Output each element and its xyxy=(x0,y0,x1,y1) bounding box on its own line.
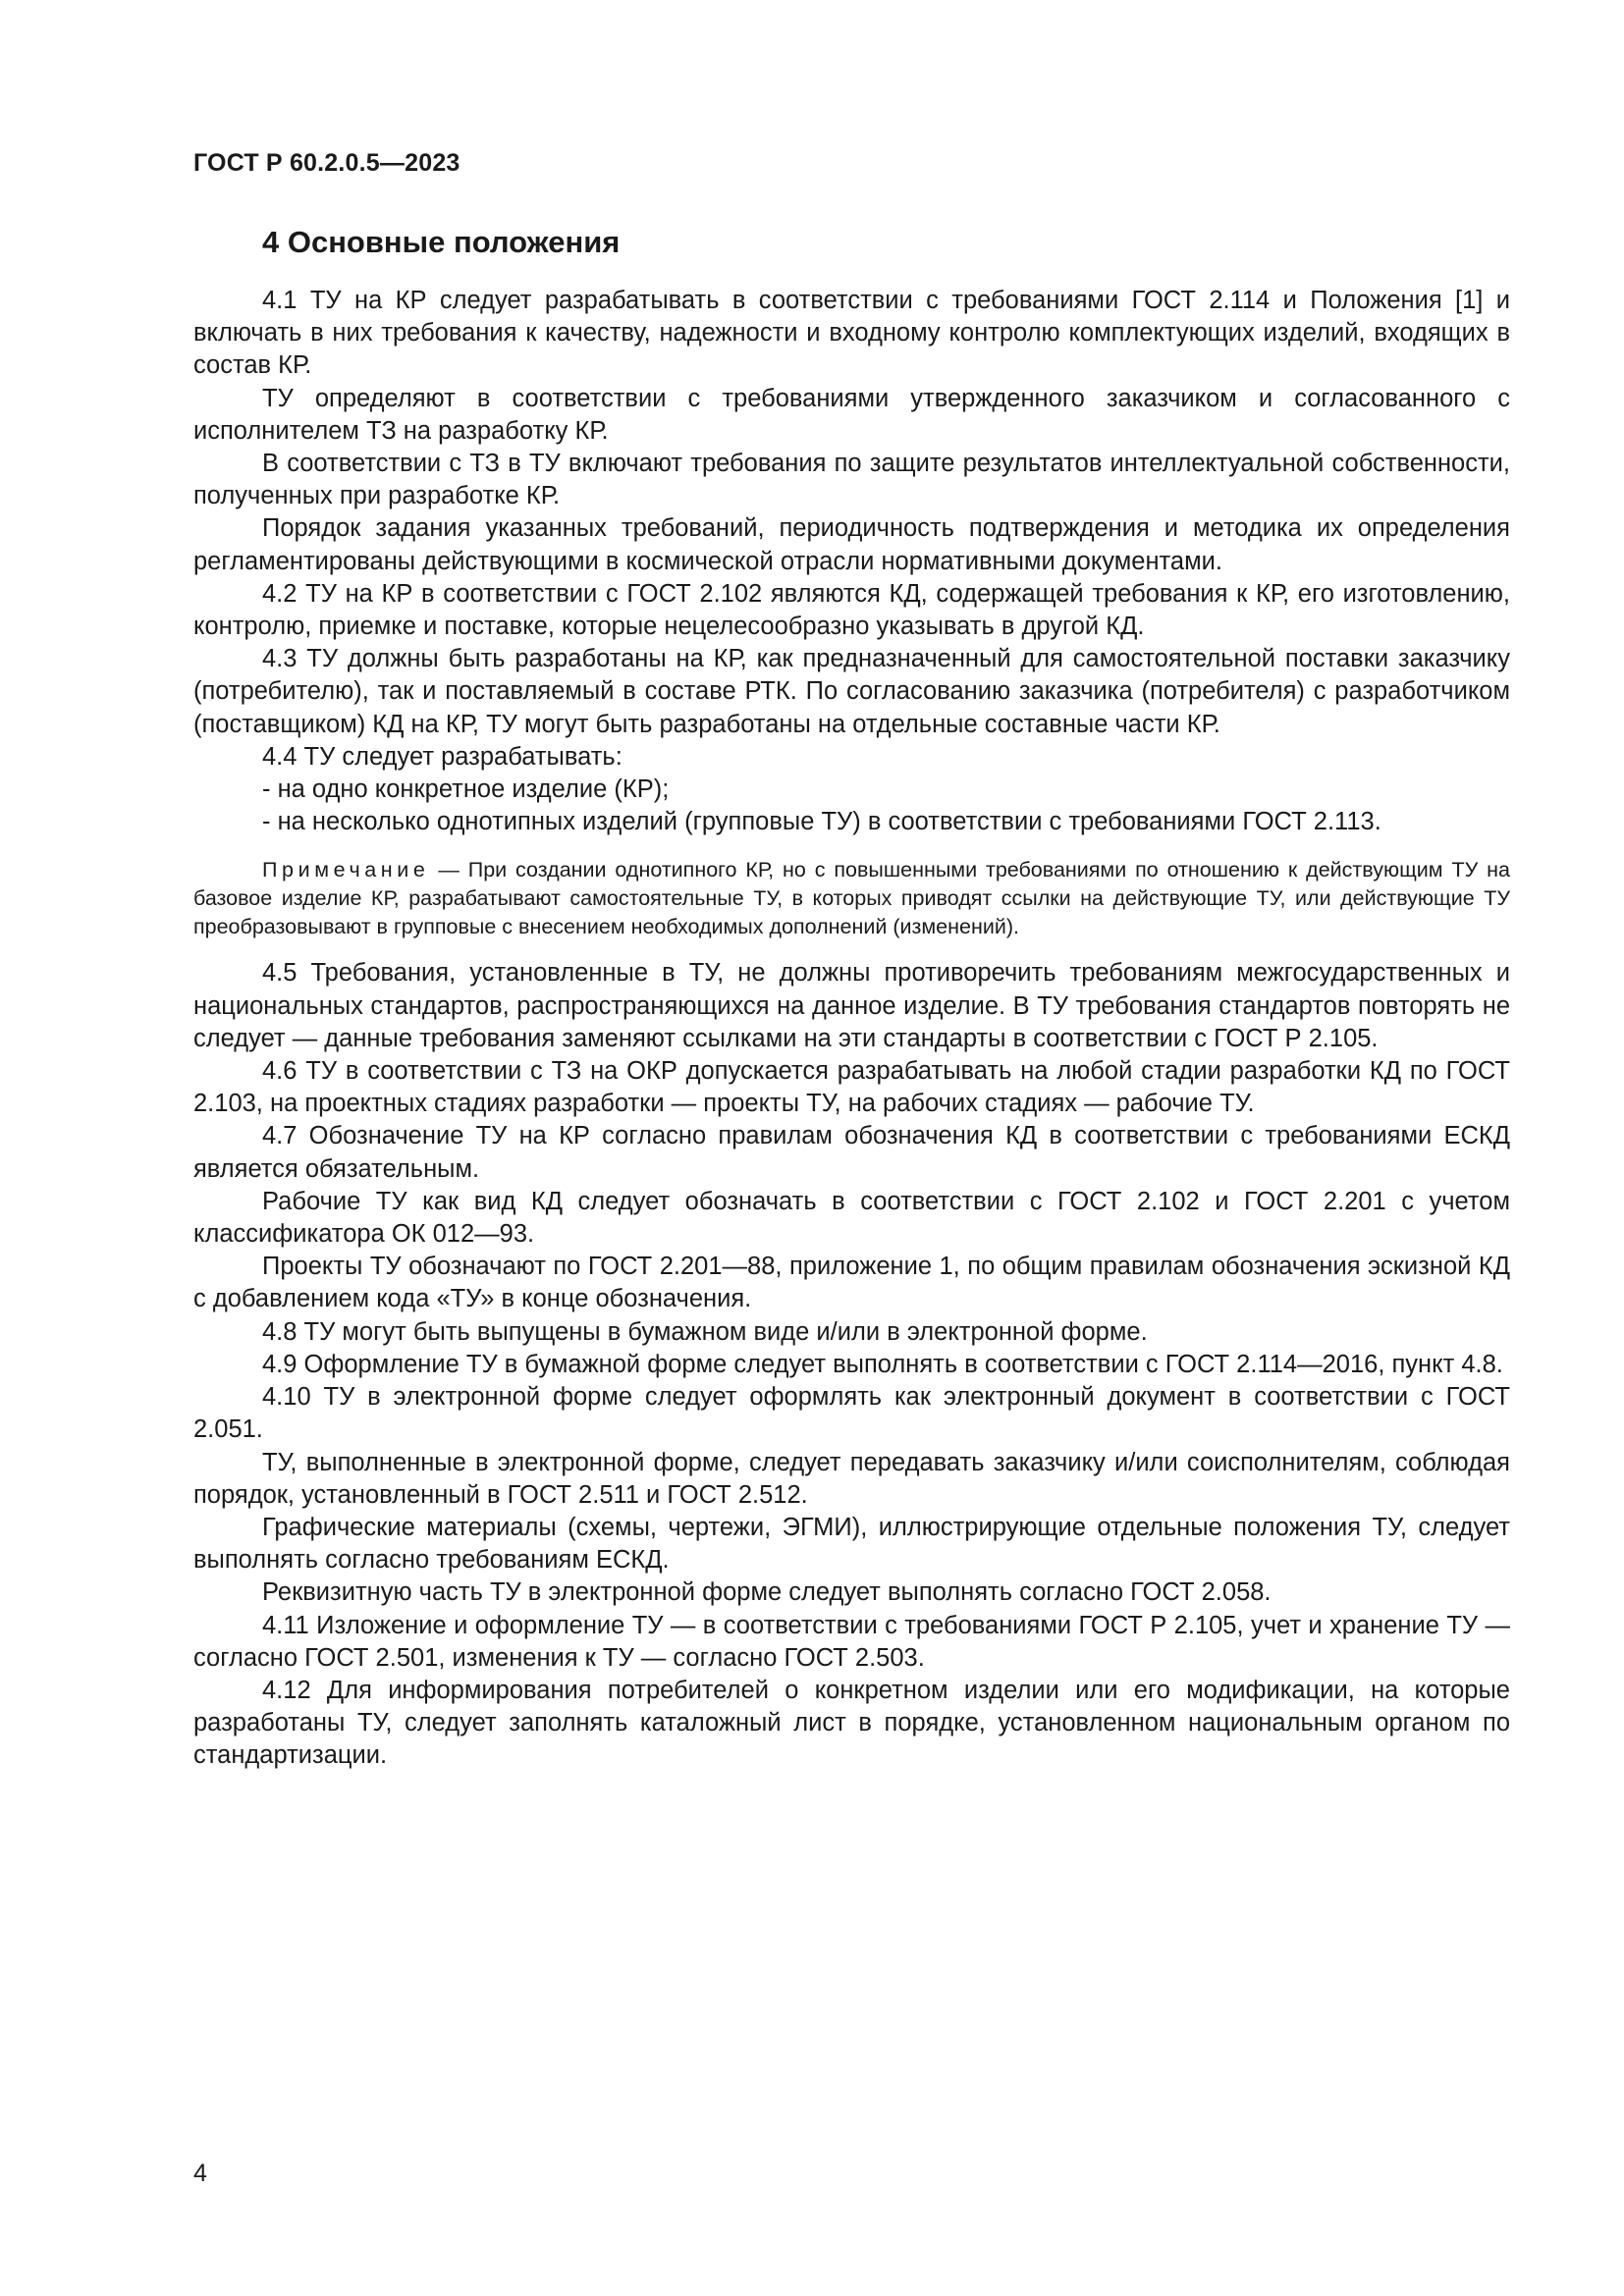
note-text: — При создании однотипного КР, но с повышенными требованиями по отношению к действующим ТУ на базовое изделие КР, разрабатывают самостоятельные ТУ, в которых приводят ссылки на действующие ТУ, или действующие ТУ преобразовывают в групповые с внесением необходимых дополнений (изменений). xyxy=(193,858,1510,939)
list-item: - на несколько однотипных изделий (групповые ТУ) в соответствии с требованиями ГОСТ 2.113. xyxy=(262,808,1381,836)
paragraph: Порядок задания указанных требований, периодичность подтверждения и методика их определения регламентированы действующими в космической отрасли нормативными документами. xyxy=(193,514,1510,575)
paragraph: ТУ, выполненные в электронной форме, следует передавать заказчику и/или соисполнителям, соблюдая порядок, установленный в ГОСТ 2.511 и ГОСТ 2.512. xyxy=(193,1448,1510,1509)
paragraph: Проекты ТУ обозначают по ГОСТ 2.201—88, приложение 1, по общим правилам обозначения эскизной КД с добавлением кода «ТУ» в конце обозначения. xyxy=(193,1253,1510,1313)
paragraph: Реквизитную часть ТУ в электронной форме следует выполнять согласно ГОСТ 2.058. xyxy=(262,1578,1272,1607)
paragraph-4-6: 4.6 ТУ в соответствии с ТЗ на ОКР допускается разрабатывать на любой стадии разработки КД по ГОСТ 2.103, на проектных стадиях разработки — проекты ТУ, на рабочих стадиях — рабочие ТУ. xyxy=(193,1057,1510,1118)
paragraph-4-9: 4.9 Оформление ТУ в бумажной форме следует выполнять в соответствии с ГОСТ 2.114—2016, пункт 4.8. xyxy=(262,1350,1503,1378)
note-label: Примечание xyxy=(262,858,430,882)
paragraph: ТУ определяют в соответствии с требованиями утвержденного заказчиком и согласованного с исполнителем ТЗ на разработку КР. xyxy=(193,384,1510,445)
paragraph-4-5: 4.5 Требования, установленные в ТУ, не должны противоречить требованиям межгосударственных и национальных стандартов, распространяющихся на данное изделие. В ТУ требования стандартов повторять не следует — данные требования заменяют ссылками на эти стандарты в соответствии с ГОСТ Р 2.105. xyxy=(193,959,1510,1052)
paragraph: Рабочие ТУ как вид КД следует обозначать в соответствии с ГОСТ 2.102 и ГОСТ 2.201 с учетом классификатора ОК 012—93. xyxy=(193,1187,1510,1249)
paragraph-4-12: 4.12 Для информирования потребителей о конкретном изделии или его модификации, на которые разработаны ТУ, следует заполнять каталожный лист в порядке, установленном национальным органом по стандартизации. xyxy=(193,1676,1510,1770)
paragraph-4-7: 4.7 Обозначение ТУ на КР согласно правилам обозначения КД в соответствии с требованиями ЕСКД является обязательным. xyxy=(193,1122,1510,1183)
document-header: ГОСТ Р 60.2.0.5—2023 xyxy=(193,149,460,177)
paragraph-4-8: 4.8 ТУ могут быть выпущены в бумажном виде и/или в электронной форме. xyxy=(262,1317,1148,1346)
paragraph-4-3: 4.3 ТУ должны быть разработаны на КР, как предназначенный для самостоятельной поставки заказчику (потребителю), так и поставляемый в составе РТК. По согласованию заказчика (потребителя) с разработчиком (поставщиком) КД на КР, ТУ могут быть разработаны на отдельные составные части КР. xyxy=(193,645,1510,738)
paragraph-4-1: 4.1 ТУ на КР следует разрабатывать в соответствии с требованиями ГОСТ 2.114 и Положения [1] и включать в них требования к качеству, надежности и входному контролю комплектующих изделий, входящих в состав КР. xyxy=(193,287,1510,380)
paragraph-4-11: 4.11 Изложение и оформление ТУ — в соответствии с требованиями ГОСТ Р 2.105, учет и хранение ТУ — согласно ГОСТ 2.501, изменения к ТУ — согласно ГОСТ 2.503. xyxy=(193,1611,1510,1672)
paragraph-4-4: 4.4 ТУ следует разрабатывать: xyxy=(262,742,623,771)
paragraph-4-2: 4.2 ТУ на КР в соответствии с ГОСТ 2.102 являются КД, содержащей требования к КР, его изготовлению, контролю, приемке и поставке, которые нецелесообразно указывать в другой КД. xyxy=(193,579,1510,641)
list-item: - на одно конкретное изделие (КР); xyxy=(262,775,670,804)
note xyxy=(193,856,1510,941)
document-body xyxy=(193,222,1510,1773)
paragraph: В соответствии с ТЗ в ТУ включают требования по защите результатов интеллектуальной собственности, полученных при разработке КР. xyxy=(193,450,1510,510)
page-number: 4 xyxy=(193,2160,207,2187)
section-title: 4 Основные положения xyxy=(262,225,621,259)
paragraph-4-10: 4.10 ТУ в электронной форме следует оформлять как электронный документ в соответствии с ГОСТ 2.051. xyxy=(193,1383,1510,1444)
paragraph: Графические материалы (схемы, чертежи, ЭГМИ), иллюстрирующие отдельные положения ТУ, следует выполнять согласно требованиям ЕСКД. xyxy=(193,1513,1510,1575)
